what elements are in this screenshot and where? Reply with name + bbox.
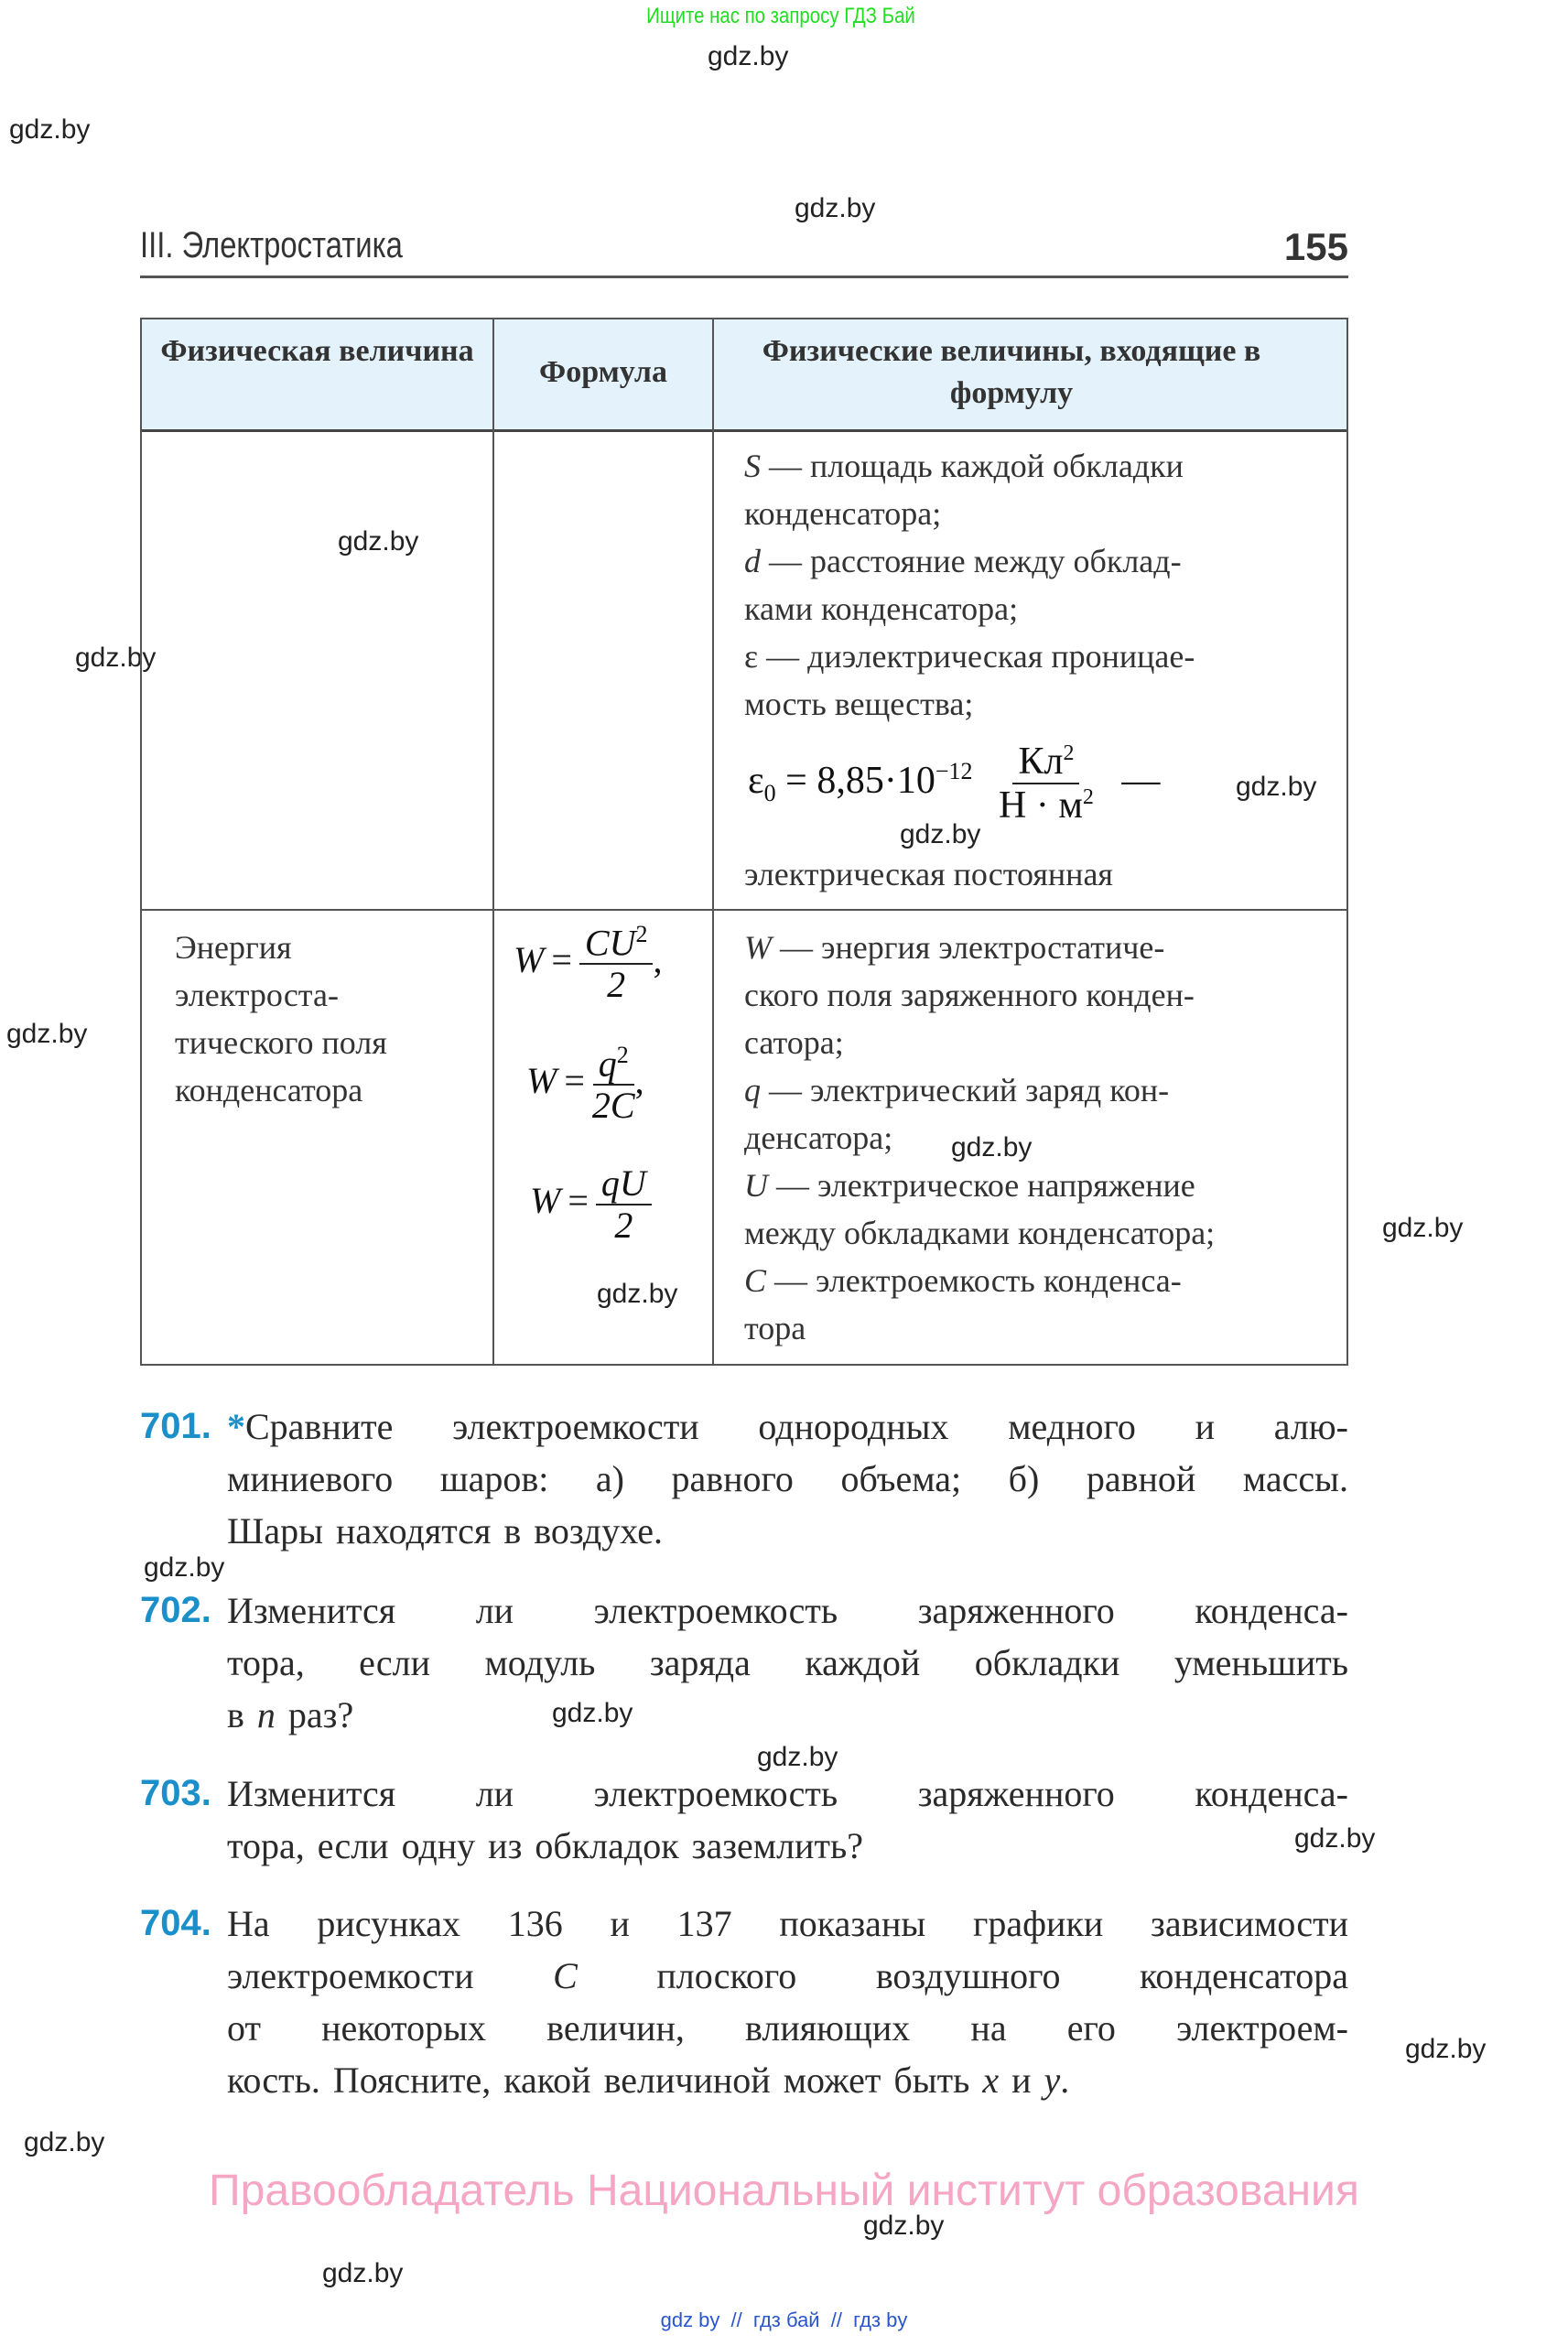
description-line [744, 1304, 1215, 1352]
bottom-links [0, 2308, 1568, 2332]
quantity-line: электроста- [175, 977, 339, 1013]
description-line [744, 1209, 1215, 1257]
problem-text-line [227, 1453, 1348, 1505]
watermark: gdz.by [951, 1132, 1033, 1162]
description-text: ε — диэлектрическая проницае- [744, 638, 1195, 675]
description-line [744, 1257, 1215, 1304]
section-title: III. Электростатика [140, 225, 403, 265]
variable-symbol: C [553, 1955, 578, 1996]
exponent: −12 [935, 757, 973, 784]
quantity-line: конденсатора [175, 1072, 363, 1108]
variable-symbol: d [744, 543, 761, 579]
link-gdz-by-ru[interactable]: гдз by [853, 2308, 908, 2331]
problem-text-line [227, 2054, 1348, 2106]
watermark: gdz.by [75, 643, 157, 673]
description-text: конденсатора; [744, 495, 942, 532]
energy-formula [514, 922, 662, 1005]
problem-702 [140, 1584, 1348, 1741]
watermark: gdz.by [708, 41, 789, 71]
exponent: 2 [616, 1042, 629, 1068]
problem-703 [140, 1768, 1348, 1872]
watermark: gdz.by [144, 1552, 225, 1583]
watermark: gdz.by [6, 1019, 88, 1049]
description-text: — электрическое напряжение [768, 1167, 1195, 1204]
problem-text: в [227, 1694, 257, 1735]
copyright-footer: Правообладатель Национальный институт образования [209, 2167, 1359, 2215]
row-divider [142, 909, 1346, 911]
numerator-text: q [598, 1043, 617, 1085]
link-gdz-bai[interactable]: гдз бай [752, 2308, 820, 2331]
watermark: gdz.by [863, 2211, 945, 2241]
description-line [744, 537, 1195, 585]
problem-number: 703. [140, 1773, 211, 1813]
description-text: между обкладками конденсатора; [744, 1215, 1216, 1251]
watermark: gdz.by [338, 526, 419, 557]
description-line [744, 585, 1195, 632]
problem-text-line [227, 1637, 1348, 1689]
description-line [744, 1114, 1215, 1162]
description-line [744, 490, 1195, 537]
problem-text-line [227, 1768, 1348, 1820]
unit-denominator: Н · м [999, 784, 1083, 827]
epsilon-symbol: ε [748, 759, 764, 802]
formula-lhs: W [530, 1180, 561, 1222]
problem-text-line [227, 1584, 1348, 1637]
description-text: — энергия электростатиче- [772, 929, 1165, 966]
description-line [744, 1066, 1215, 1114]
watermark: gdz.by [1294, 1823, 1376, 1854]
problem-text-line [227, 1400, 1348, 1453]
fraction [596, 1163, 652, 1246]
fraction [592, 1043, 635, 1126]
description-text: ками конденсатора; [744, 590, 1019, 627]
variable-symbol: y [1044, 2060, 1061, 2101]
description-text: — электрический заряд кон- [761, 1072, 1170, 1108]
separator: // [830, 2308, 842, 2331]
row2-description [744, 924, 1215, 1352]
problem-number: 701. [140, 1406, 211, 1446]
quantity-line: Энергия [175, 929, 292, 966]
description-line [744, 1162, 1215, 1209]
description-text: — электроемкость конденса- [766, 1262, 1182, 1299]
exponent: 2 [1063, 741, 1075, 765]
subscript: 0 [763, 780, 776, 807]
denominator: 2 [614, 1205, 633, 1246]
header-formula: Формула [539, 355, 667, 389]
exponent: 2 [635, 921, 648, 947]
watermark: gdz.by [552, 1698, 633, 1728]
problem-text: миниевого шаров: а) равного объема; б) равной массы. [227, 1458, 1348, 1499]
problem-text-line [227, 2002, 1348, 2054]
column-divider [492, 319, 494, 1364]
unit-fraction [999, 741, 1094, 827]
description-text: сатора; [744, 1024, 844, 1061]
variable-symbol: W [744, 929, 772, 966]
equals-sign: = [568, 1180, 589, 1222]
fraction [579, 922, 654, 1005]
header-quantities: Физические величины, входящие в формулу [762, 334, 1261, 410]
denominator: 2 [607, 964, 626, 1006]
problem-text: Сравните электроемкости однородных медного и алю- [245, 1406, 1348, 1447]
description-line [744, 1019, 1215, 1066]
description-text: ского поля заряженного конден- [744, 977, 1195, 1013]
watermark: gdz.by [597, 1279, 678, 1309]
watermark: gdz.by [1405, 2034, 1487, 2064]
problem-text: тора, если одну из обкладок заземлить? [227, 1825, 863, 1866]
dash: — [1121, 759, 1161, 802]
problem-text: и [999, 2060, 1044, 2101]
problem-701 [140, 1400, 1348, 1557]
variable-symbol: x [982, 2060, 1000, 2101]
denominator: 2C [591, 1085, 635, 1127]
numerator-text: CU [584, 922, 636, 964]
quantity-line: тического поля [175, 1024, 387, 1061]
epsilon0-constant [748, 741, 1160, 827]
variable-symbol: S [744, 448, 761, 484]
description-text: — площадь каждой обкладки [761, 448, 1184, 484]
variable-symbol: C [744, 1262, 767, 1299]
problem-704 [140, 1897, 1348, 2106]
description-text: денсатора; [744, 1119, 893, 1156]
header-divider [140, 276, 1348, 278]
watermark: gdz.by [757, 1742, 838, 1772]
problem-text: Изменится ли электроемкость заряженного конденса- [227, 1773, 1348, 1814]
numerator [579, 922, 654, 965]
description-line [744, 442, 1195, 490]
problem-text-line [227, 1820, 1348, 1872]
variable-symbol: U [744, 1167, 768, 1204]
constant-name: электрическая постоянная [744, 856, 1113, 892]
separator: // [730, 2308, 742, 2331]
numerator [596, 1163, 652, 1205]
header-quantity: Физическая величина [160, 334, 474, 368]
problem-text: На рисунках 136 и 137 показаны графики зависимости [227, 1903, 1348, 1944]
row2-quantity [175, 924, 387, 1114]
equals-sign: = [551, 938, 572, 980]
problem-number: 704. [140, 1903, 211, 1943]
variable-symbol: n [256, 1694, 276, 1735]
column-divider [712, 319, 714, 1364]
problem-number: 702. [140, 1590, 211, 1630]
problem-text: от некоторых величин, влияющих на его электроем- [227, 2007, 1348, 2049]
description-line [744, 680, 1195, 728]
equals-sign: = [564, 1059, 585, 1101]
problem-text-line [227, 1950, 1348, 2002]
problem-text: раз? [275, 1694, 354, 1735]
problem-text: тора, если модуль заряда каждой обкладки уменьшить [227, 1642, 1348, 1683]
problem-text: . [1060, 2060, 1070, 2101]
description-text: — расстояние между обклад- [761, 543, 1182, 579]
numerator-text: qU [600, 1162, 646, 1204]
watermark: gdz.by [795, 193, 876, 223]
problem-text-line [227, 1897, 1348, 1950]
constant-value: = 8,85·10 [785, 759, 935, 802]
row1-description [744, 442, 1195, 728]
problem-text-line [227, 1505, 1348, 1557]
watermark: gdz.by [1236, 772, 1317, 802]
energy-formula [530, 1163, 652, 1246]
comma: , [634, 1059, 644, 1101]
variable-symbol: q [744, 1072, 761, 1108]
formula-lhs: W [526, 1059, 557, 1101]
watermark: gdz.by [900, 819, 981, 849]
problem-text: кость. Поясните, какой величиной может быть [227, 2060, 983, 2101]
watermark: gdz.by [1382, 1213, 1464, 1243]
description-text: тора [744, 1310, 806, 1346]
link-gdz-by[interactable]: gdz by [660, 2308, 720, 2331]
problem-text-line [227, 1689, 1348, 1741]
description-line [744, 971, 1215, 1019]
comma: , [653, 938, 663, 980]
energy-formula [526, 1043, 644, 1126]
formula-table [140, 318, 1348, 1366]
watermark: gdz.by [9, 114, 91, 145]
watermark: gdz.by [24, 2127, 105, 2157]
problem-text: плоского воздушного конденсатора [577, 1955, 1348, 1996]
formula-lhs: W [514, 938, 545, 980]
watermark: gdz.by [322, 2258, 404, 2288]
description-line [744, 632, 1195, 680]
problem-text: Изменится ли электроемкость заряженного конденса- [227, 1590, 1348, 1631]
numerator [593, 1043, 634, 1086]
problem-text: электроемкости [227, 1955, 554, 1996]
problem-text: Шары находятся в воздухе. [227, 1510, 664, 1551]
description-line [744, 924, 1215, 971]
search-hint: Ищите нас по запросу ГДЗ Бай [646, 4, 915, 28]
unit-numerator: Кл [1018, 741, 1064, 783]
exponent: 2 [1082, 785, 1094, 810]
star-marker: * [227, 1406, 245, 1447]
page-number: 155 [1283, 225, 1348, 268]
description-text: мость вещества; [744, 686, 974, 722]
